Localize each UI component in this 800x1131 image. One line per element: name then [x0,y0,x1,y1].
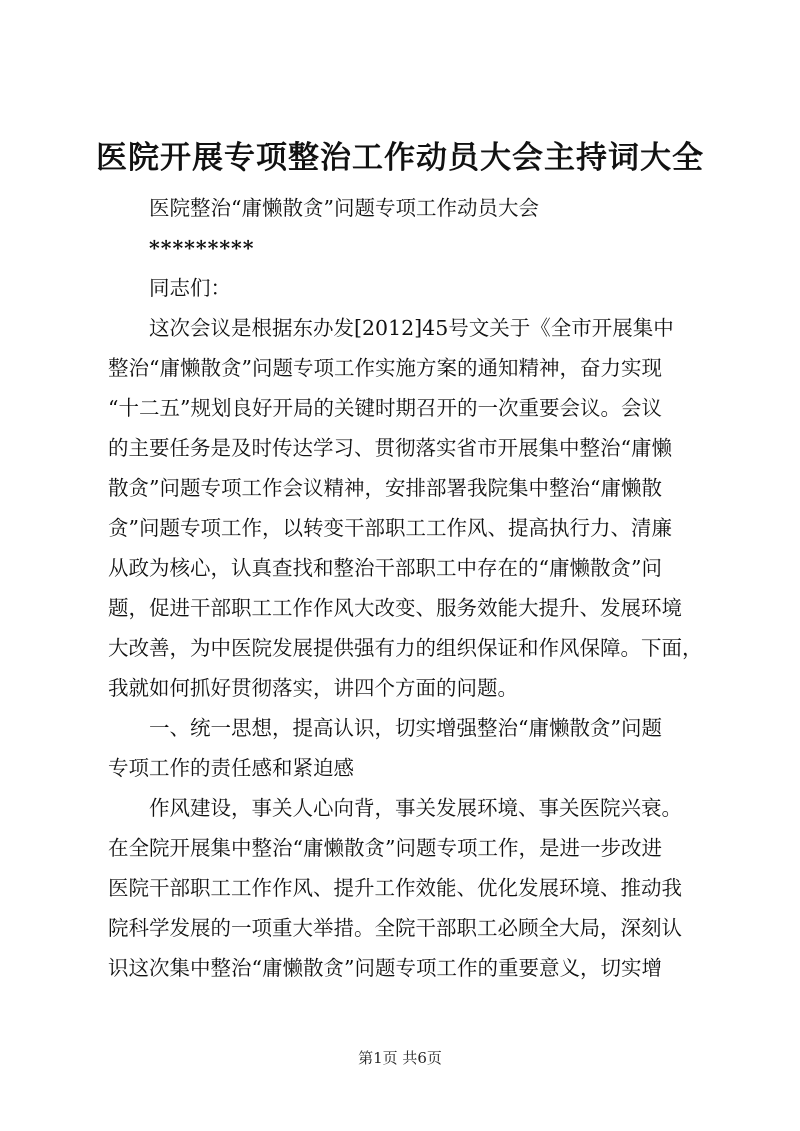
paragraph-line: 医院干部职工工作作风、提升工作效能、优化发展环境、推动我 [108,876,682,900]
paragraph-line: 院科学发展的一项重大举措。全院干部职工必顾全大局，深刻认 [108,916,682,940]
paragraph-line: 在全院开展集中整治“庸懒散贪”问题专项工作，是进一步改进 [108,836,662,860]
salutation-line: 同志们： [149,276,231,300]
paragraph-line: 这次会议是根据东办发[2012]45号文关于《全市开展集中 [149,316,674,340]
paragraph-line: “十二五”规划良好开局的关键时期召开的一次重要会议。会议 [108,396,662,420]
paragraph-line: 识这次集中整治“庸懒散贪”问题专项工作的重要意义，切实增 [108,956,662,980]
section-heading-line: 专项工作的责任感和紧迫感 [108,756,354,780]
section-heading-line: 一、统一思想，提高认识，切实增强整治“庸懒散贪”问题 [149,716,662,740]
paragraph-line: 作风建设，事关人心向背，事关发展环境、事关医院兴衰。 [149,796,682,820]
meeting-name-line: 医院整治“庸懒散贪”问题专项工作动员大会 [149,196,539,220]
speaker-placeholder-line: ********* [149,236,255,260]
page-number-footer: 第1页 共6页 [358,1049,442,1067]
document-body [108,188,708,988]
paragraph-line: 的主要任务是及时传达学习、贯彻落实省市开展集中整治“庸懒 [108,436,672,460]
paragraph-line: 贪”问题专项工作，以转变干部职工工作风、提高执行力、清廉 [108,516,672,540]
document-title: 医院开展专项整治工作动员大会主持词大全 [96,140,704,176]
paragraph-line: 散贪”问题专项工作会议精神，安排部署我院集中整治“庸懒散 [108,476,662,500]
paragraph-line: 从政为核心，认真查找和整治干部职工中存在的“庸懒散贪”问 [108,556,662,580]
paragraph-line: 大改善，为中医院发展提供强有力的组织保证和作风保障。下面， [108,636,703,660]
paragraph-line: 我就如何抓好贯彻落实，讲四个方面的问题。 [108,676,518,700]
paragraph-line: 整治“庸懒散贪”问题专项工作实施方案的通知精神，奋力实现 [108,356,662,380]
paragraph-line: 题，促进干部职工工作作风大改变、服务效能大提升、发展环境 [108,596,682,620]
